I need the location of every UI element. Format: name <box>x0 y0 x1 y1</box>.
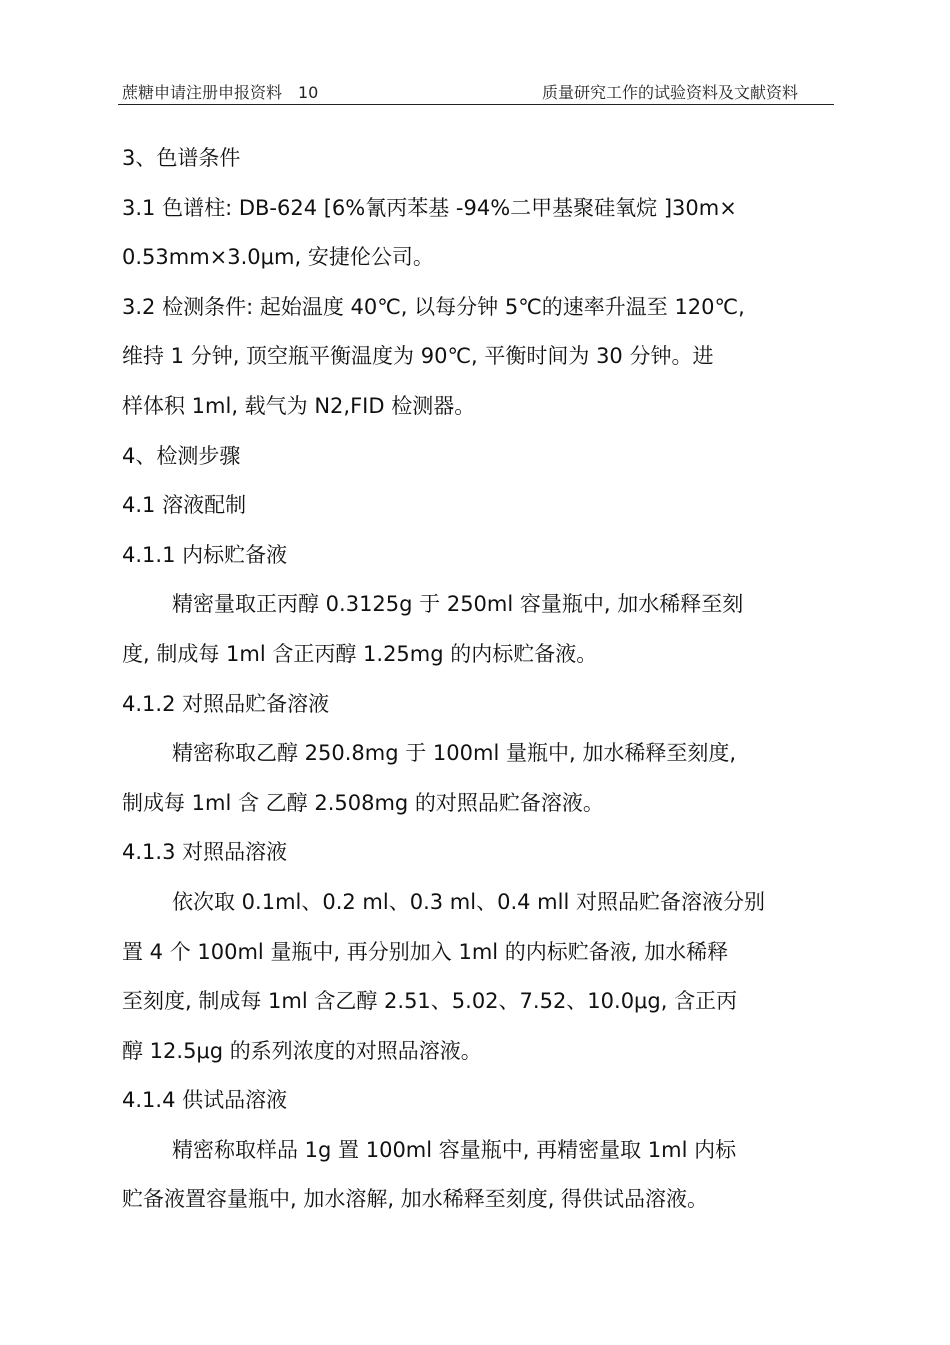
page-header <box>118 78 834 105</box>
document-body <box>122 134 828 1225</box>
header-right-text: 质量研究工作的试验资料及文献资料 <box>541 83 798 102</box>
paragraph-line: 贮备液置容量瓶中, 加水溶解, 加水稀释至刻度, 得供试品溶液。 <box>122 1187 709 1212</box>
section-heading: 3、色谱条件 <box>122 146 241 170</box>
paragraph-line: 至刻度, 制成每 1ml 含乙醇 2.51、5.02、7.52、10.0μg, 含正丙 <box>122 989 738 1014</box>
paragraph-line: 精密称取乙醇 250.8mg 于 100ml 量瓶中, 加水稀释至刻度, <box>172 741 737 766</box>
paragraph-line: 醇 12.5μg 的系列浓度的对照品溶液。 <box>122 1038 482 1063</box>
subsection-heading: 4.1.1 内标贮备液 <box>122 542 288 567</box>
paragraph-line: 维持 1 分钟, 顶空瓶平衡温度为 90℃, 平衡时间为 30 分钟。进 <box>122 344 714 369</box>
paragraph-line: 依次取 0.1ml、0.2 ml、0.3 ml、0.4 mll 对照品贮备溶液分别 <box>172 889 765 914</box>
paragraph-line: 3.1 色谱柱: DB-624 [6%氰丙苯基 -94%二甲基聚硅氧烷 ]30m× <box>122 195 737 220</box>
subsection-heading: 4.1 溶液配制 <box>122 493 247 518</box>
subsection-heading: 4.1.4 供试品溶液 <box>122 1088 288 1113</box>
paragraph-line: 3.2 检测条件: 起始温度 40℃, 以每分钟 5℃的速率升温至 120℃, <box>122 294 745 319</box>
paragraph-line: 制成每 1ml 含 乙醇 2.508mg 的对照品贮备溶液。 <box>122 790 604 815</box>
subsection-heading: 4.1.2 对照品贮备溶液 <box>122 691 330 716</box>
header-left-text: 蔗糖申请注册申报资料 10 <box>122 83 319 102</box>
section-heading: 4、检测步骤 <box>122 443 241 468</box>
paragraph-line: 精密量取正丙醇 0.3125g 于 250ml 容量瓶中, 加水稀释至刻 <box>172 592 744 617</box>
paragraph-line: 0.53mm×3.0μm, 安捷伦公司。 <box>122 245 434 270</box>
paragraph-line: 精密称取样品 1g 置 100ml 容量瓶中, 再精密量取 1ml 内标 <box>172 1137 737 1162</box>
paragraph-line: 样体积 1ml, 载气为 N2,FID 检测器。 <box>122 393 476 418</box>
paragraph-line: 度, 制成每 1ml 含正丙醇 1.25mg 的内标贮备液。 <box>122 641 598 666</box>
subsection-heading: 4.1.3 对照品溶液 <box>122 840 288 865</box>
paragraph-line: 置 4 个 100ml 量瓶中, 再分别加入 1ml 的内标贮备液, 加水稀释 <box>122 939 729 964</box>
